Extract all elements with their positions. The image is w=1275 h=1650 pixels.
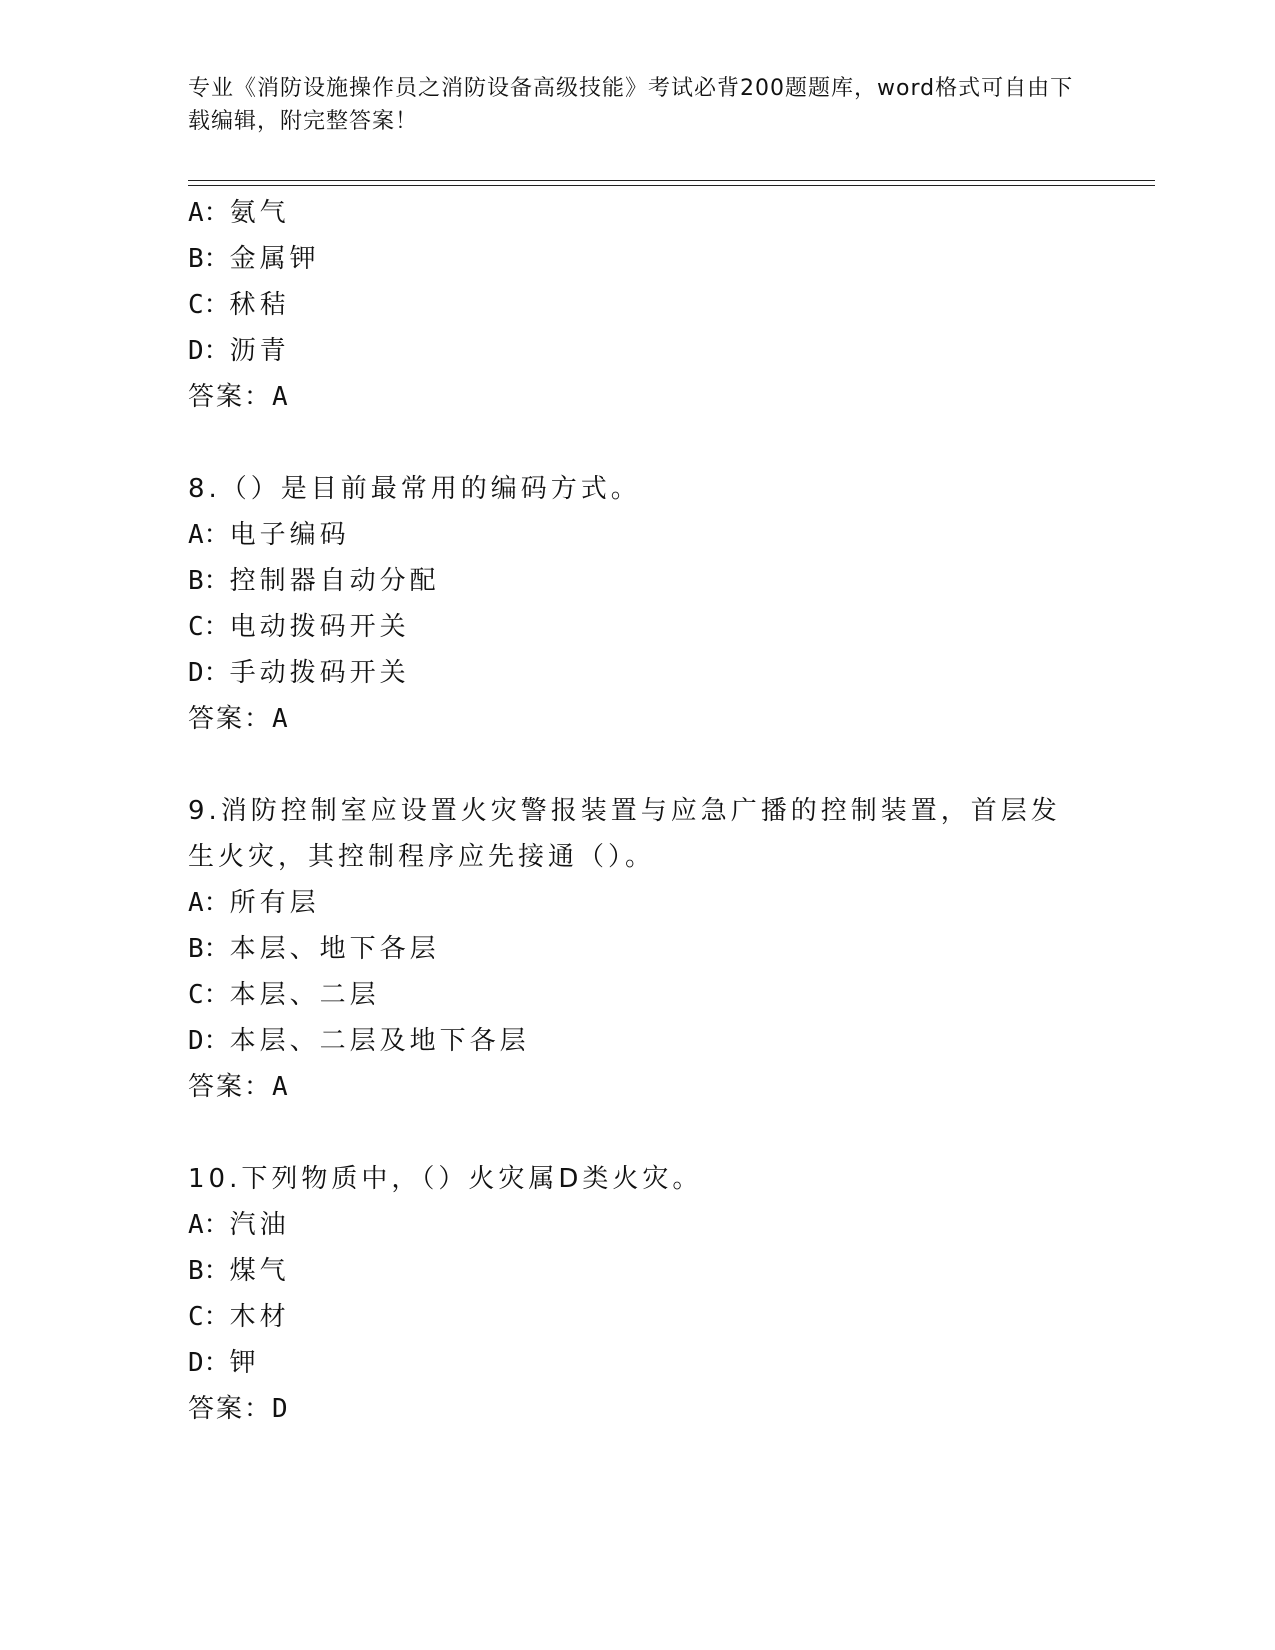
question-title: 9.消防控制室应设置火灾警报装置与应急广播的控制装置，首层发生火灾，其控制程序应先接通（）。: [188, 796, 1061, 872]
option-d: D：手动拨码开关: [188, 658, 410, 688]
option-b: B：金属钾: [188, 244, 320, 274]
option-d: D：钾: [188, 1348, 260, 1378]
option-d: D：沥青: [188, 336, 290, 366]
question-title: 10.下列物质中，（）火灾属D类火灾。: [188, 1164, 703, 1194]
answer-line: 答案：A: [188, 704, 290, 734]
option-d: D：本层、二层及地下各层: [188, 1026, 530, 1056]
option-b: B：本层、地下各层: [188, 934, 440, 964]
option-b: B：煤气: [188, 1256, 290, 1286]
question-block-partial: [188, 190, 1088, 420]
question-list: [188, 190, 1088, 1432]
option-a: A：所有层: [188, 888, 320, 918]
question-title: 8.（）是目前最常用的编码方式。: [188, 474, 641, 504]
answer-line: 答案：D: [188, 1394, 290, 1424]
question-block: [188, 788, 1088, 1110]
option-c: C：本层、二层: [188, 980, 380, 1010]
header-divider-bottom: [188, 185, 1155, 186]
option-b: B：控制器自动分配: [188, 566, 440, 596]
option-a: A：电子编码: [188, 520, 350, 550]
header-text: 专业《消防设施操作员之消防设备高级技能》考试必背200题题库，word格式可自由下载编辑，附完整答案！: [188, 76, 1074, 134]
question-block: [188, 1156, 1088, 1432]
document-header: [188, 72, 1088, 138]
answer-line: 答案：A: [188, 1072, 290, 1102]
question-block: [188, 466, 1088, 742]
option-a: A：汽油: [188, 1210, 290, 1240]
answer-line: 答案：A: [188, 382, 290, 412]
option-c: C：电动拨码开关: [188, 612, 410, 642]
header-divider-top: [188, 180, 1155, 181]
option-c: C：木材: [188, 1302, 290, 1332]
option-c: C：秫秸: [188, 290, 290, 320]
option-a: A：氨气: [188, 198, 290, 228]
